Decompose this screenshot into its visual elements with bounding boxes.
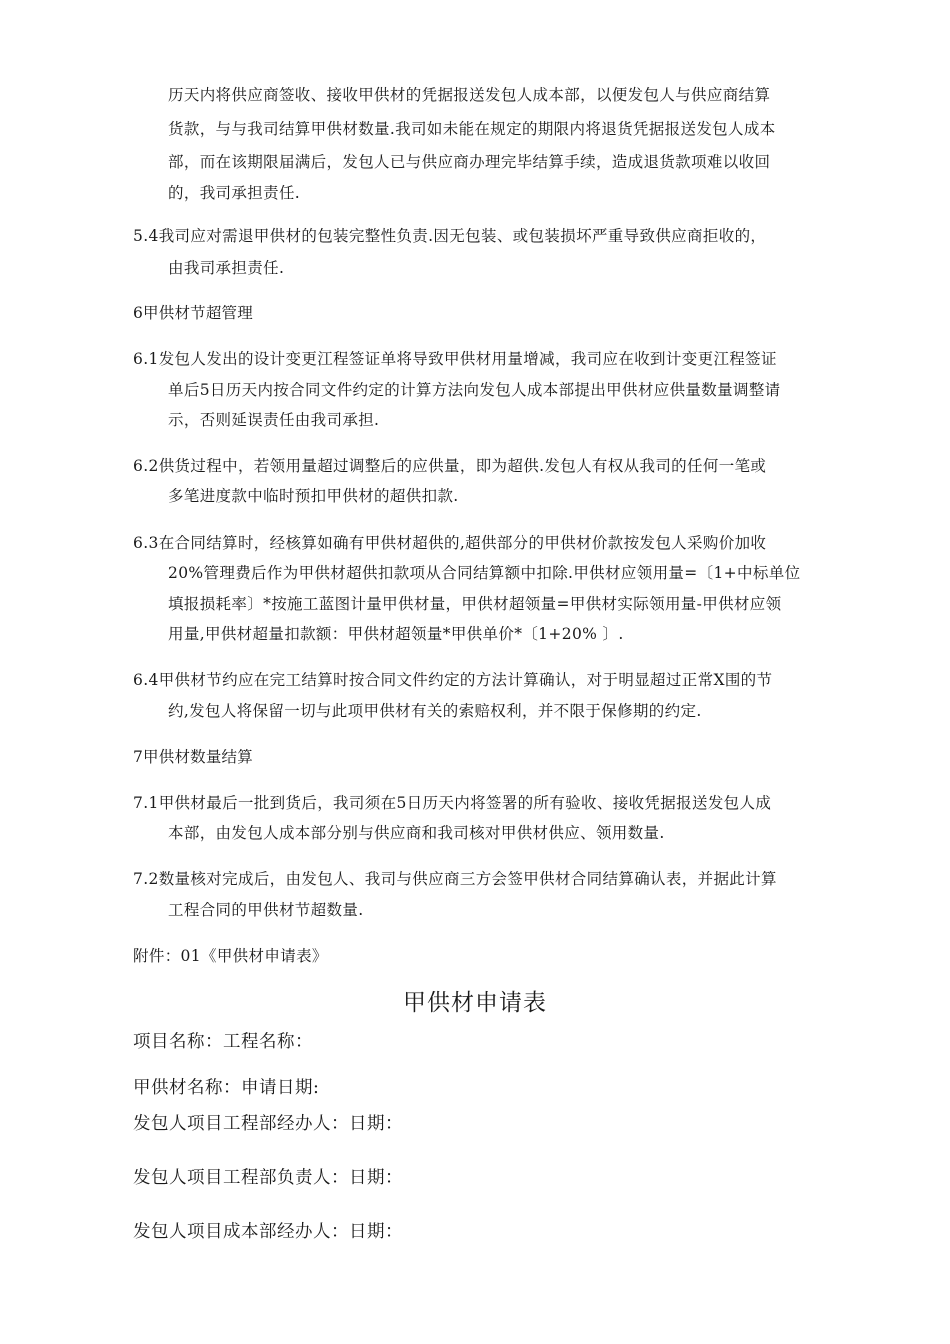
clause-6-3-line-1: 6.3在合同结算时，经核算如确有甲供材超供的,超供部分的甲供材价款按发包人采购价加收 [133,534,767,552]
clause-5-3-line-2: 货款，与与我司结算甲供材数量.我司如未能在规定的期限内将退货凭据报送发包人成本 [168,120,776,138]
form-material-name-field: 甲供材名称：申请日期: [133,1078,320,1098]
attachment-note: 附件：01《甲供材申请表》 [133,947,328,965]
clause-6-1-line-3: 示，否则延误责任由我司承担. [168,411,380,429]
clause-5-4-line-2: 由我司承担责任. [168,259,285,277]
clause-6-3-line-2: 20%管理费后作为甲供材超供扣款项从合同结算额中扣除.甲供材应领用量=〔1+中标单位 [168,564,801,582]
clause-6-1-line-2: 单后5日历天内按合同文件约定的计算方法向发包人成本部提出甲供材应供量数量调整请 [168,381,781,399]
clause-5-3-line-4: 的，我司承担责任. [168,184,301,202]
clause-7-2-line-2: 工程合同的甲供材节超数量. [168,901,364,919]
clause-7-1-line-2: 本部，由发包人成本部分别与供应商和我司核对甲供材供应、领用数量. [168,824,665,842]
clause-7-1-line-1: 7.1甲供材最后一批到货后，我司须在5日历天内将签署的所有验收、接收凭据报送发包人成 [133,794,772,812]
form-engineering-manager-field: 发包人项目工程部负责人：日期： [133,1168,403,1188]
form-cost-handler-field: 发包人项目成本部经办人：日期： [133,1222,403,1242]
clause-5-3-line-3: 部，而在该期限届满后，发包人已与供应商办理完毕结算手续，造成退货款项难以收回 [168,153,771,171]
form-project-name-field: 项目名称：工程名称： [133,1032,313,1052]
clause-6-4-line-1: 6.4甲供材节约应在完工结算时按合同文件约定的方法计算确认，对于明显超过正常X围的节 [133,671,773,689]
clause-6-1-line-1: 6.1发包人发出的设计变更江程签证单将导致甲供材用量增减，我司应在收到计变更江程签证 [133,350,777,368]
clause-7-2-line-1: 7.2数量核对完成后，由发包人、我司与供应商三方会签甲供材合同结算确认表，并据此计算 [133,870,777,888]
clause-6-3-line-3: 填报损耗率〕*按施工蓝图计量甲供材量，甲供材超领量=甲供材实际领用量-甲供材应领 [168,595,782,613]
clause-5-3-line-1: 历天内将供应商签收、接收甲供材的凭据报送发包人成本部，以便发包人与供应商结算 [168,86,771,104]
clause-6-2-line-1: 6.2供货过程中，若领用量超过调整后的应供量，即为超供.发包人有权从我司的任何一笔或 [133,457,767,475]
clause-5-4-line-1: 5.4我司应对需退甲供材的包装完整性负责.因无包装、或包装损坏严重导致供应商拒收的， [133,227,767,245]
form-title: 甲供材申请表 [403,990,547,1016]
section-6-heading: 6甲供材节超管理 [133,304,253,322]
clause-6-3-line-4: 用量,甲供材超量扣款额：甲供材超领量*甲供单价*〔1+20% 〕. [168,625,624,643]
clause-6-2-line-2: 多笔进度款中临时预扣甲供材的超供扣款. [168,487,459,505]
form-engineering-handler-field: 发包人项目工程部经办人：日期： [133,1114,403,1134]
clause-6-4-line-2: 约,发包人将保留一切与此项甲供材有关的索赔权利，并不限于保修期的约定. [168,702,702,720]
section-7-heading: 7甲供材数量结算 [133,748,253,766]
